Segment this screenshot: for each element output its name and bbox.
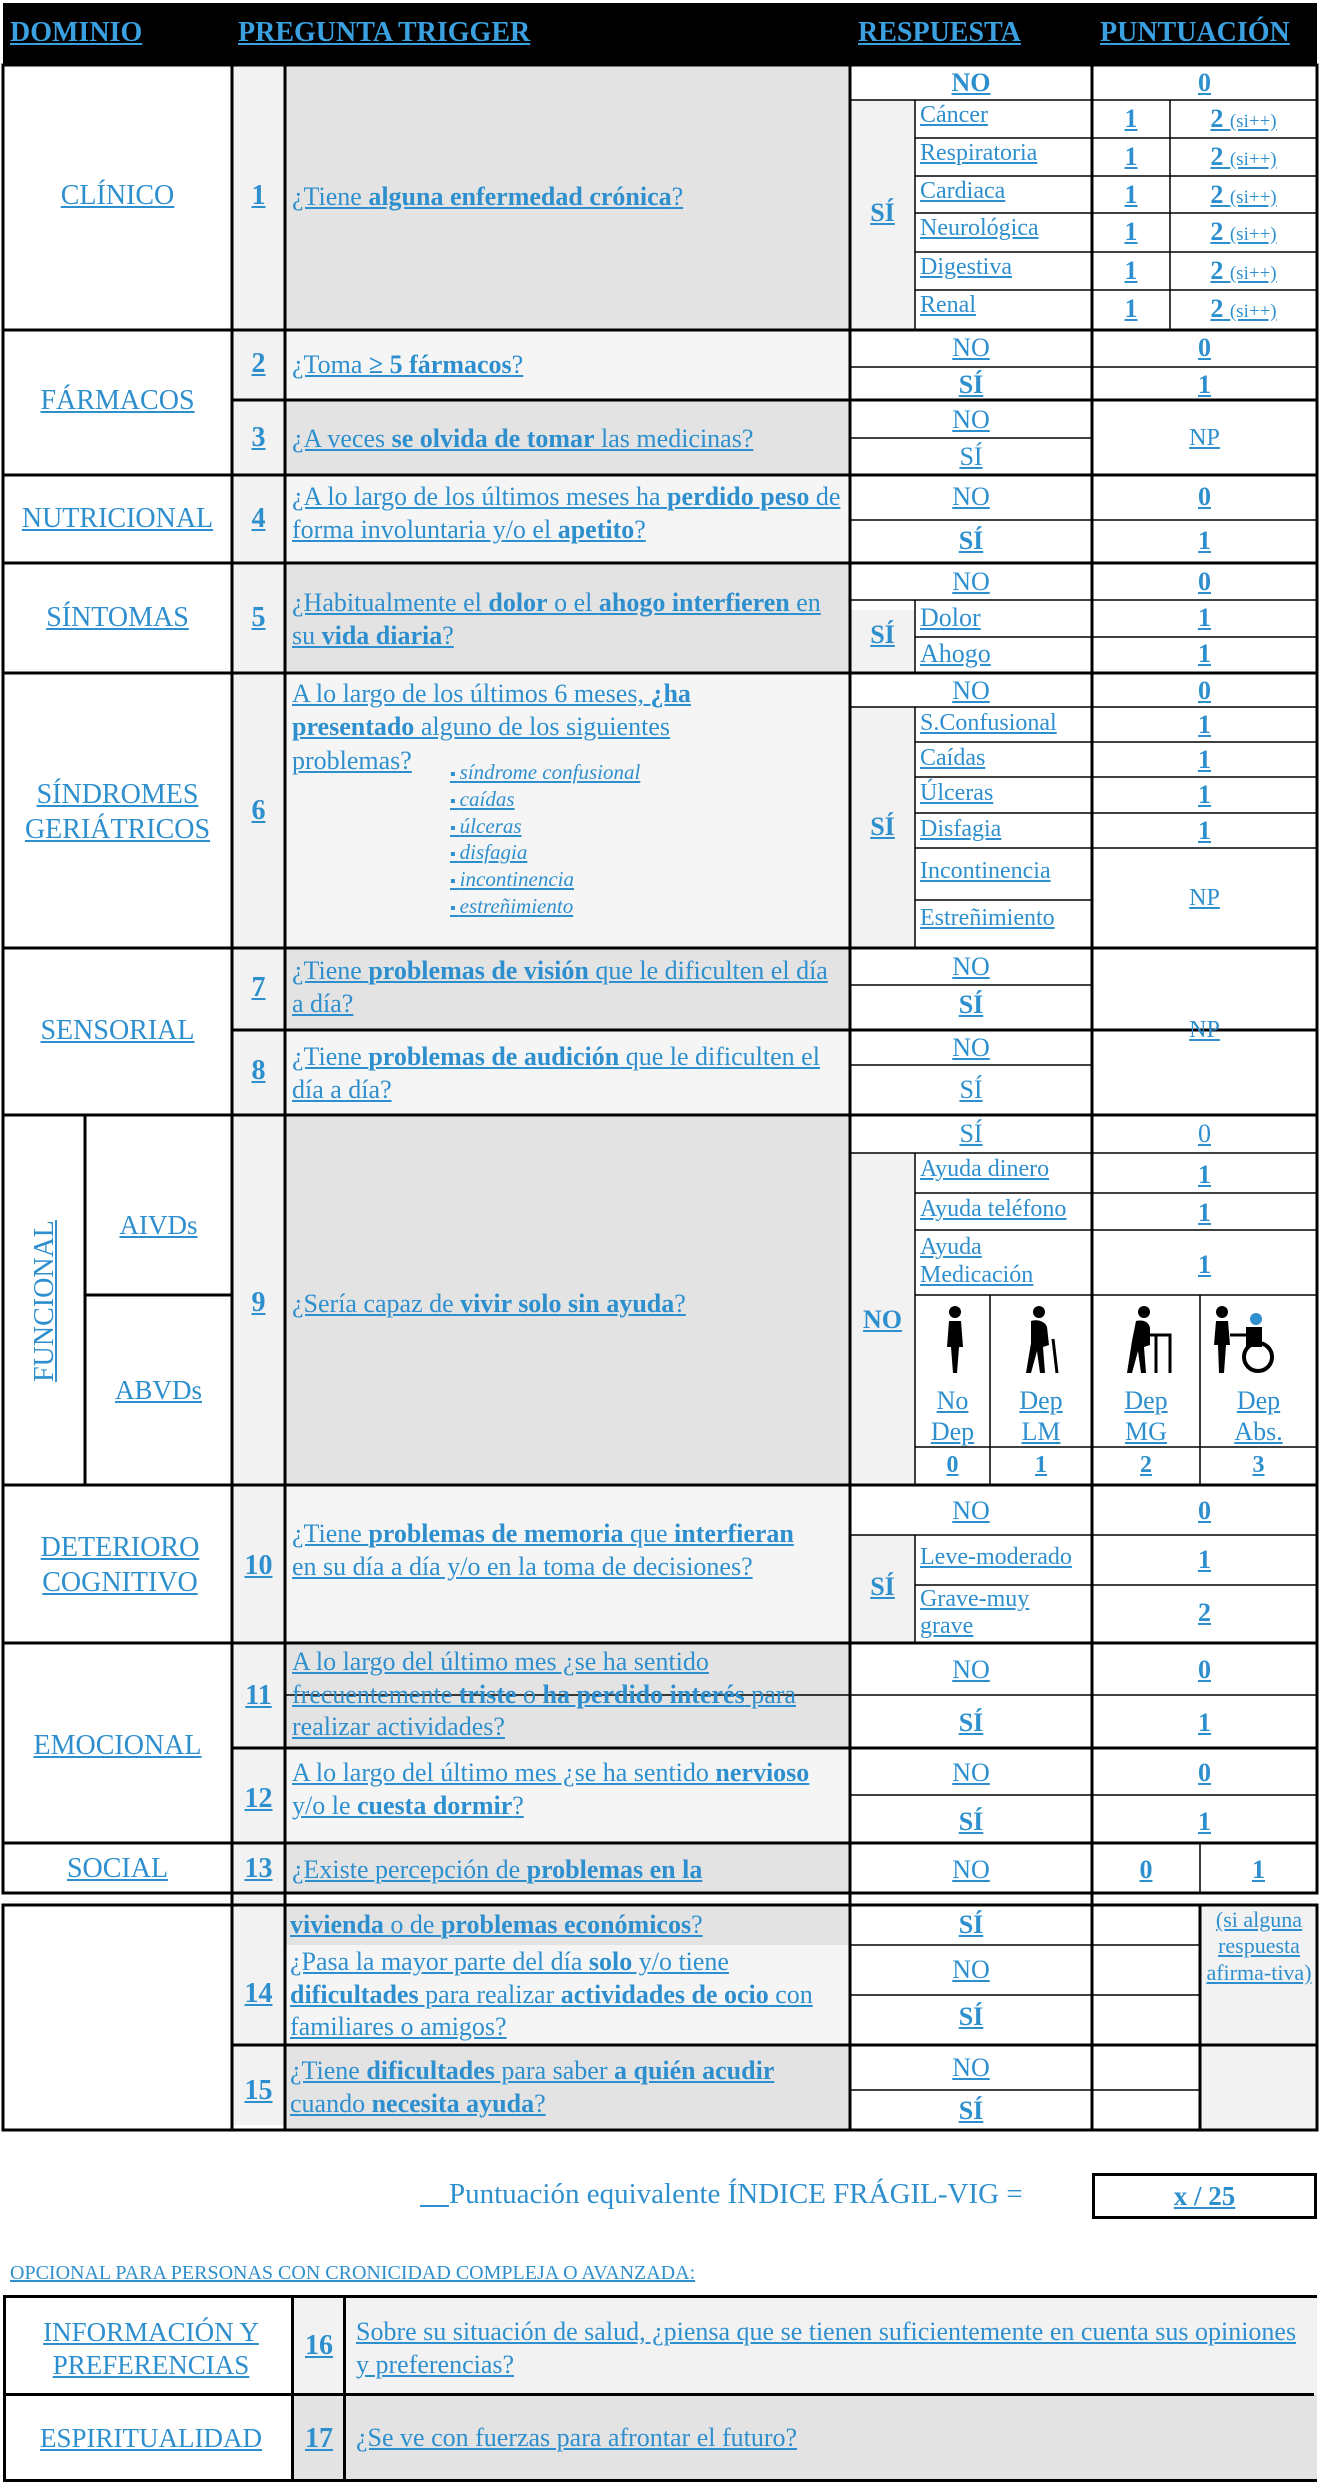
sub-aivd: AIVDs bbox=[119, 1210, 198, 1240]
q6-list-item: ▪ incontinencia bbox=[450, 866, 844, 893]
q11-no-score[interactable]: 0 bbox=[1198, 1655, 1211, 1684]
q9-si-option[interactable]: SÍ bbox=[959, 1119, 983, 1148]
walker-frame-icon bbox=[1120, 1305, 1176, 1375]
domain-cognitivo: DETERIORO COGNITIVO bbox=[40, 1532, 200, 1598]
q15-text: ¿Tiene dificultades para saber a quién acudir cuando necesita ayuda? bbox=[290, 2056, 775, 2118]
q6-list-item: ▪ estreñimiento bbox=[450, 893, 844, 920]
q17-text: ¿Se ve con fuerzas para afrontar el futuro? bbox=[356, 2423, 798, 2452]
q4-si-option[interactable]: SÍ bbox=[958, 526, 984, 555]
q9-score-telefono[interactable]: 1 bbox=[1198, 1198, 1211, 1227]
q13-no-option[interactable]: NO bbox=[952, 1855, 990, 1884]
q4-text: ¿A lo largo de los últimos meses ha perdido peso de forma involuntaria y/o el apetito? bbox=[292, 482, 841, 545]
q1-item-1[interactable]: Respiratoria bbox=[920, 140, 1038, 166]
q4-no-score[interactable]: 0 bbox=[1198, 482, 1211, 511]
q6-list-item: ▪ síndrome confusional bbox=[450, 759, 844, 786]
q16-number: 16 bbox=[305, 2330, 333, 2361]
domain-sintomas: SÍNTOMAS bbox=[46, 602, 189, 633]
optional-title: OPCIONAL PARA PERSONAS CON CRONICIDAD COMPLEJA O AVANZADA: bbox=[10, 2262, 696, 2284]
q6-score-0[interactable]: 1 bbox=[1198, 710, 1211, 739]
social-note: (si alguna respuesta afirma-tiva) bbox=[1206, 1907, 1312, 1985]
q1-no-option[interactable]: NO bbox=[951, 68, 991, 97]
q9-score-medicacion[interactable]: 1 bbox=[1198, 1250, 1211, 1279]
total-score-box[interactable]: x / 25 bbox=[1092, 2173, 1317, 2219]
q9-level-score-1[interactable]: 1 bbox=[1035, 1452, 1047, 1478]
domain-sindromes: SÍNDROMES GERIÁTRICOS bbox=[24, 779, 211, 845]
q6-syndrome-list bbox=[450, 759, 844, 920]
header-respuesta: RESPUESTA bbox=[858, 17, 1021, 48]
q9-level-label-2[interactable]: Dep MG bbox=[1124, 1386, 1168, 1447]
q9-level-label-0[interactable]: No Dep bbox=[930, 1386, 975, 1447]
q4-number: 4 bbox=[251, 503, 266, 534]
q6-list-item: ▪ disfagia bbox=[450, 839, 844, 866]
total-label: Puntuación equivalente ÍNDICE FRÁGIL-VIG = bbox=[449, 2178, 1023, 2210]
q7-text: ¿Tiene problemas de visión que le dificulten el día a día? bbox=[292, 956, 828, 1019]
q5-no-score[interactable]: 0 bbox=[1198, 567, 1211, 596]
q2-no-option[interactable]: NO bbox=[952, 333, 990, 362]
q6-text: A lo largo de los últimos 6 meses, ¿ha presentado alguno de los siguientes problemas? ▪ síndrome confusional ▪ caídas ▪ úlceras ▪ disfagia ▪ incontinencia ▪ estreñimiento bbox=[292, 677, 844, 920]
wheelchair-assist-icon bbox=[1210, 1305, 1284, 1375]
q9-level-label-1[interactable]: Dep LM bbox=[1019, 1386, 1063, 1447]
q11-si-option[interactable]: SÍ bbox=[958, 1708, 984, 1737]
q1-item-2[interactable]: Cardiaca bbox=[920, 178, 1006, 204]
q14-number: 14 bbox=[244, 1978, 273, 2009]
q5-number: 5 bbox=[251, 602, 266, 633]
q7-number: 7 bbox=[251, 972, 266, 1003]
q10-score-grave[interactable]: 2 bbox=[1198, 1598, 1211, 1627]
q10-text: ¿Tiene problemas de memoria que interfieran en su día a día y/o en la toma de decisiones? bbox=[292, 1519, 794, 1582]
q3-no-option[interactable]: NO bbox=[952, 405, 990, 434]
domain-social: SOCIAL bbox=[66, 1853, 169, 1884]
q10-item-leve[interactable]: Leve-moderado bbox=[920, 1544, 1072, 1570]
q9-item-dinero[interactable]: Ayuda dinero bbox=[920, 1156, 1050, 1182]
q1-score1-0[interactable]: 1 bbox=[1124, 104, 1138, 133]
q11-text: A lo largo del último mes ¿se ha sentido frecuentemente triste o ha perdido interés para realizar actividades? bbox=[292, 1647, 796, 1741]
q1-score1-5[interactable]: 1 bbox=[1124, 294, 1138, 323]
optional-domain-info: INFORMACIÓN Y PREFERENCIAS bbox=[43, 2317, 259, 2380]
q1-score2-2[interactable]: 2 (si++) bbox=[1210, 180, 1277, 209]
q6-item-5[interactable]: Estreñimiento bbox=[920, 905, 1055, 931]
domain-funcional: FUNCIONAL bbox=[29, 1220, 60, 1382]
q8-no-option[interactable]: NO bbox=[952, 1033, 990, 1062]
q10-score-leve[interactable]: 1 bbox=[1198, 1545, 1211, 1574]
q13-score-1[interactable]: 1 bbox=[1252, 1855, 1265, 1884]
q12-no-option[interactable]: NO bbox=[952, 1758, 990, 1787]
q1-score1-4[interactable]: 1 bbox=[1124, 256, 1138, 285]
q1-score2-4[interactable]: 2 (si++) bbox=[1210, 256, 1277, 285]
q9-level-score-2[interactable]: 2 bbox=[1140, 1452, 1152, 1478]
walking-person-icon bbox=[935, 1305, 975, 1375]
q6-item-0[interactable]: S.Confusional bbox=[920, 710, 1057, 736]
q6-number: 6 bbox=[251, 795, 266, 826]
q9-item-telefono[interactable]: Ayuda teléfono bbox=[920, 1196, 1067, 1222]
q4-si-score[interactable]: 1 bbox=[1198, 526, 1211, 555]
q9-level-score-0[interactable]: 0 bbox=[946, 1452, 959, 1478]
q9-no-option[interactable]: NO bbox=[863, 1305, 902, 1334]
q11-si-score[interactable]: 1 bbox=[1198, 1708, 1211, 1737]
q9-item-medicacion[interactable]: Ayuda Medicación bbox=[920, 1234, 1034, 1288]
q2-si-score[interactable]: 1 bbox=[1198, 370, 1211, 399]
q1-score2-1[interactable]: 2 (si++) bbox=[1210, 142, 1277, 171]
q13-number: 13 bbox=[244, 1853, 273, 1884]
q13-score-0[interactable]: 0 bbox=[1139, 1855, 1153, 1884]
q1-item-4[interactable]: Digestiva bbox=[920, 254, 1012, 280]
q12-no-score[interactable]: 0 bbox=[1198, 1758, 1211, 1787]
q15-number: 15 bbox=[244, 2075, 273, 2106]
q1-no-score[interactable]: 0 bbox=[1198, 68, 1211, 97]
q13-si-option[interactable]: SÍ bbox=[958, 1910, 984, 1939]
q9-number: 9 bbox=[251, 1287, 266, 1318]
q6-list-item: ▪ caídas bbox=[450, 786, 844, 813]
q1-text: ¿Tiene alguna enfermedad crónica? bbox=[292, 182, 684, 211]
optional-domain-espiritualidad: ESPIRITUALIDAD bbox=[40, 2423, 262, 2453]
q1-score2-0[interactable]: 2 (si++) bbox=[1210, 104, 1277, 133]
sensorial-np: NP bbox=[1189, 1017, 1220, 1043]
q14-text: ¿Pasa la mayor parte del día solo y/o tiene dificultades para realizar actividades de ocio con familiares o amigos? bbox=[290, 1947, 813, 2041]
q9-text: ¿Sería capaz de vivir solo sin ayuda? bbox=[292, 1289, 686, 1318]
q2-no-score[interactable]: 0 bbox=[1198, 333, 1211, 362]
q1-score2-3[interactable]: 2 (si++) bbox=[1210, 217, 1277, 246]
q1-number: 1 bbox=[251, 180, 266, 211]
q1-item-0[interactable]: Cáncer bbox=[920, 102, 988, 128]
domain-sensorial: SENSORIAL bbox=[40, 1015, 195, 1046]
q10-si-option[interactable]: SÍ bbox=[870, 1572, 895, 1601]
domain-farmacos: FÁRMACOS bbox=[40, 385, 195, 416]
q1-score2-5[interactable]: 2 (si++) bbox=[1210, 294, 1277, 323]
q5-item-dolor[interactable]: Dolor bbox=[920, 603, 981, 632]
q12-text: A lo largo del último mes ¿se ha sentido nervioso y/o le cuesta dormir? bbox=[292, 1758, 810, 1821]
q15-si-option[interactable]: SÍ bbox=[958, 2096, 984, 2125]
q6-list-item: ▪ úlceras bbox=[450, 813, 844, 840]
q9-score-dinero[interactable]: 1 bbox=[1198, 1160, 1211, 1189]
q5-no-option[interactable]: NO bbox=[952, 567, 990, 596]
q12-number: 12 bbox=[244, 1783, 273, 1814]
q14-si-option[interactable]: SÍ bbox=[958, 2002, 984, 2031]
q5-score-dolor[interactable]: 1 bbox=[1198, 603, 1211, 632]
q9-level-score-3[interactable]: 3 bbox=[1252, 1452, 1265, 1478]
q2-text: ¿Toma ≥ 5 fármacos? bbox=[292, 350, 524, 379]
q3-number: 3 bbox=[251, 422, 266, 453]
q10-no-option[interactable]: NO bbox=[952, 1496, 990, 1525]
q14-no-option[interactable]: NO bbox=[952, 1955, 990, 1984]
q13-text-part1: ¿Existe percepción de problemas en la bbox=[292, 1855, 703, 1884]
sub-abvd: ABVDs bbox=[114, 1375, 202, 1405]
q6-item-2[interactable]: Úlceras bbox=[920, 780, 994, 806]
q8-number: 8 bbox=[251, 1055, 266, 1086]
q6-item-4[interactable]: Incontinencia bbox=[920, 858, 1051, 884]
q8-si-option[interactable]: SÍ bbox=[959, 1075, 983, 1104]
optional-table bbox=[3, 2295, 1317, 2482]
domain-nutricional: NUTRICIONAL bbox=[21, 503, 214, 534]
q11-no-option[interactable]: NO bbox=[952, 1655, 990, 1684]
q2-si-option[interactable]: SÍ bbox=[958, 370, 984, 399]
q9-si-score[interactable]: 0 bbox=[1198, 1119, 1211, 1148]
q6-no-option[interactable]: NO bbox=[952, 676, 990, 705]
domain-clinico: CLÍNICO bbox=[60, 180, 175, 211]
q3-np: NP bbox=[1189, 425, 1220, 451]
q8-text: ¿Tiene problemas de audición que le dificulten el día a día? bbox=[292, 1042, 820, 1105]
q6-no-score[interactable]: 0 bbox=[1198, 676, 1211, 705]
q17-number: 17 bbox=[305, 2423, 333, 2454]
q10-no-score[interactable]: 0 bbox=[1198, 1496, 1211, 1525]
q10-item-grave[interactable]: Grave-muy grave bbox=[920, 1586, 1030, 1639]
q5-si-option[interactable]: SÍ bbox=[870, 620, 895, 649]
q7-si-option[interactable]: SÍ bbox=[958, 990, 984, 1019]
q5-item-ahogo[interactable]: Ahogo bbox=[920, 639, 991, 668]
q3-si-option[interactable]: SÍ bbox=[959, 442, 983, 471]
q11-number: 11 bbox=[245, 1680, 272, 1711]
q12-si-option[interactable]: SÍ bbox=[958, 1807, 984, 1836]
q7-no-option[interactable]: NO bbox=[952, 952, 990, 981]
q6-score-2[interactable]: 1 bbox=[1198, 780, 1211, 809]
q12-si-score[interactable]: 1 bbox=[1198, 1807, 1211, 1836]
q1-item-3[interactable]: Neurológica bbox=[920, 215, 1039, 241]
q6-item-3[interactable]: Disfagia bbox=[920, 816, 1002, 842]
elderly-cane-icon bbox=[1017, 1305, 1067, 1375]
q5-text: ¿Habitualmente el dolor o el ahogo interfieren en su vida diaria? bbox=[292, 588, 821, 651]
q1-score1-1[interactable]: 1 bbox=[1124, 142, 1138, 171]
q13-text-part2: vivienda o de problemas económicos? bbox=[290, 1910, 703, 1939]
q1-si-option[interactable]: SÍ bbox=[870, 198, 895, 227]
q15-no-option[interactable]: NO bbox=[952, 2053, 990, 2082]
header-dominio: DOMINIO bbox=[10, 17, 143, 48]
q1-score1-2[interactable]: 1 bbox=[1124, 180, 1138, 209]
q6-item-1[interactable]: Caídas bbox=[920, 745, 986, 771]
header-pregunta: PREGUNTA TRIGGER bbox=[238, 17, 531, 48]
q3-text: ¿A veces se olvida de tomar las medicinas? bbox=[292, 424, 754, 453]
q6-si-option[interactable]: SÍ bbox=[870, 812, 895, 841]
q10-number: 10 bbox=[244, 1550, 273, 1581]
q4-no-option[interactable]: NO bbox=[952, 482, 990, 511]
q6-np: NP bbox=[1189, 885, 1220, 911]
q2-number: 2 bbox=[251, 348, 266, 379]
q9-level-label-3[interactable]: Dep Abs. bbox=[1234, 1386, 1283, 1447]
q5-score-ahogo[interactable]: 1 bbox=[1198, 639, 1211, 668]
q6-score-3[interactable]: 1 bbox=[1198, 816, 1211, 845]
header-puntuacion: PUNTUACIÓN bbox=[1100, 17, 1290, 48]
domain-emocional: EMOCIONAL bbox=[33, 1730, 202, 1761]
q1-score1-3[interactable]: 1 bbox=[1124, 217, 1138, 246]
q6-score-1[interactable]: 1 bbox=[1198, 745, 1211, 774]
q1-item-5[interactable]: Renal bbox=[920, 292, 976, 318]
q16-text: Sobre su situación de salud, ¿piensa que se tienen suficientemente en cuenta sus opiniones y preferencias? bbox=[356, 2317, 1297, 2379]
